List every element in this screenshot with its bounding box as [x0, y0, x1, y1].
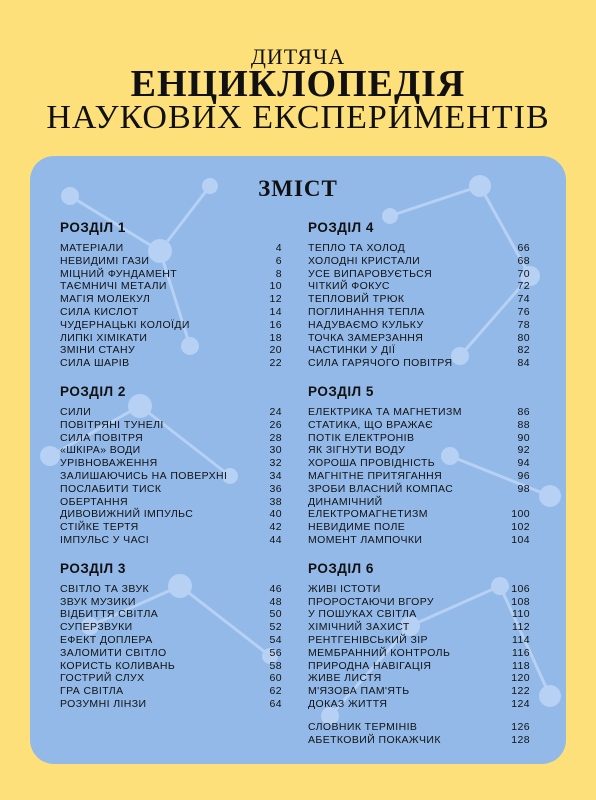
toc-entry — [60, 583, 282, 596]
toc-entry — [308, 444, 530, 457]
toc-entry-title: СИЛА ШАРІВ — [60, 357, 130, 370]
toc-entry-page: 124 — [511, 697, 530, 710]
toc-entry-title: ПРИРОДНА НАВІГАЦІЯ — [308, 659, 432, 672]
toc-entry-title: СИЛА КИСЛОТ — [60, 305, 139, 318]
toc-entry-title: ТЕПЛО ТА ХОЛОД — [308, 242, 406, 254]
toc-entry-title: ПОВІТРЯНІ ТУНЕЛІ — [60, 418, 164, 431]
toc-entry — [60, 698, 282, 711]
chapter-section — [60, 384, 282, 547]
toc-entry — [308, 483, 530, 496]
toc-entry-page: 118 — [512, 659, 530, 672]
toc-entry-page: 68 — [517, 254, 530, 267]
book-subtitle: НАУКОВИХ ЕКСПЕРИМЕНТІВ — [46, 99, 550, 136]
toc-entry-page: 58 — [269, 659, 282, 672]
toc-entry-title: СВІТЛО ТА ЗВУК — [60, 582, 150, 595]
toc-entry — [60, 608, 282, 621]
toc-entry-page: 88 — [517, 418, 530, 431]
toc-entry-title: АБЕТКОВИЙ ПОКАЖЧИК — [308, 733, 441, 746]
toc-entry-title: ГОСТРИЙ СЛУХ — [60, 672, 145, 685]
toc-entry — [60, 293, 282, 306]
toc-entry — [308, 457, 530, 470]
chapter-title: РОЗДІЛ 1 — [60, 220, 126, 235]
toc-entry — [60, 357, 282, 370]
toc-entry-page: 66 — [517, 242, 530, 254]
toc-entry — [308, 406, 530, 419]
toc-entry-page: 92 — [517, 444, 530, 457]
toc-entry-page: 122 — [511, 685, 530, 698]
toc-entry-page: 56 — [269, 646, 282, 659]
toc-entry — [308, 470, 530, 483]
toc-entry-title: СУПЕРЗВУКИ — [60, 621, 133, 634]
toc-entry-page: 24 — [269, 405, 282, 418]
toc-entry — [60, 496, 282, 509]
toc-entry-title: ГРА СВІТЛА — [60, 685, 124, 698]
toc-entry-page: 46 — [269, 582, 282, 595]
toc-entry — [308, 332, 530, 345]
toc-entry-page: 76 — [517, 305, 530, 318]
toc-entry-page: 4 — [275, 242, 282, 254]
toc-entry — [308, 280, 530, 293]
toc-entry — [308, 621, 530, 634]
toc-entry — [308, 293, 530, 306]
toc-entry-title: М'ЯЗОВА ПАМ'ЯТЬ — [308, 685, 410, 698]
toc-entry — [308, 534, 530, 547]
toc-entry-page: 32 — [269, 457, 282, 470]
toc-entry-title: ТОЧКА ЗАМЕРЗАННЯ — [308, 331, 424, 344]
chapter-title: РОЗДІЛ 6 — [308, 560, 374, 576]
chapter-title: РОЗДІЛ 5 — [308, 383, 374, 399]
toc-entry-title: КОРИСТЬ КОЛИВАНЬ — [60, 659, 176, 672]
toc-entry-title: МАТЕРІАЛИ — [60, 242, 124, 254]
toc-entry-page: 14 — [269, 305, 282, 318]
toc-entry-page: 36 — [269, 482, 282, 495]
toc-entry-page: 30 — [269, 444, 282, 457]
toc-entry-title: ХІМІЧНИЙ ЗАХИСТ — [308, 621, 410, 634]
toc-entry — [308, 242, 530, 255]
toc-entry — [60, 470, 282, 483]
toc-entry-title: ЖИВІ ІСТОТИ — [308, 582, 381, 595]
toc-entry — [308, 672, 530, 685]
toc-entry-title: НАДУВАЄМО КУЛЬКУ — [308, 318, 424, 331]
toc-entry-page: 128 — [511, 733, 530, 746]
toc-entry — [308, 357, 530, 370]
toc-entry-title: ІМПУЛЬС У ЧАСІ — [60, 533, 150, 546]
toc-entry-page: 26 — [269, 418, 282, 431]
toc-entry-title: ОБЕРТАННЯ — [60, 495, 129, 508]
toc-entry — [60, 685, 282, 698]
toc-entry-page: 22 — [269, 357, 282, 370]
appendix-list — [308, 721, 530, 747]
toc-entry — [308, 419, 530, 432]
toc-entry-page: 34 — [269, 469, 282, 482]
contents-title: ЗМІСТ — [258, 176, 338, 201]
toc-entry — [308, 660, 530, 673]
toc-entry-page: 98 — [517, 482, 530, 495]
toc-entry — [308, 496, 530, 509]
toc-entry — [308, 306, 530, 319]
toc-entry — [308, 698, 530, 711]
toc-entry — [60, 419, 282, 432]
toc-entry — [60, 332, 282, 345]
chapter-section — [308, 561, 530, 711]
toc-entry-page: 106 — [511, 582, 530, 595]
toc-entry-page: 16 — [269, 318, 282, 331]
toc-entry — [308, 432, 530, 445]
toc-entry-page: 72 — [517, 280, 530, 293]
toc-entry-title: ПОТІК ЕЛЕКТРОНІВ — [308, 431, 415, 444]
toc-entry — [308, 634, 530, 647]
toc-entry-title: ЕЛЕКТРОМАГНЕТИЗМ — [308, 508, 428, 521]
chapter-title: РОЗДІЛ 3 — [60, 560, 126, 576]
chapter-section — [60, 561, 282, 711]
toc-entry-title: ДИВОВИЖНИЙ ІМПУЛЬС — [60, 508, 194, 521]
toc-entry-page: 8 — [275, 267, 282, 280]
contents-column-left — [60, 220, 282, 719]
toc-entry-title: ПОСЛАБИТИ ТИСК — [60, 482, 162, 495]
toc-entry-page: 126 — [511, 720, 530, 733]
toc-entry — [308, 344, 530, 357]
toc-entry-title: МЕМБРАННИЙ КОНТРОЛЬ — [308, 646, 451, 659]
toc-entry-page: 84 — [517, 357, 530, 370]
toc-entry-title: ПОГЛИНАННЯ ТЕПЛА — [308, 305, 425, 318]
toc-entry-page: 116 — [512, 646, 530, 659]
toc-entry-page: 52 — [269, 621, 282, 634]
toc-entry — [60, 280, 282, 293]
toc-entry — [60, 319, 282, 332]
toc-entry — [308, 583, 530, 596]
toc-entry-page: 110 — [512, 608, 530, 621]
toc-entry — [60, 306, 282, 319]
toc-entry-title: ТАЄМНИЧІ МЕТАЛИ — [60, 280, 167, 293]
toc-entry — [308, 647, 530, 660]
toc-entry-page: 86 — [517, 405, 530, 418]
toc-entry-page: 18 — [269, 331, 282, 344]
toc-entry — [60, 647, 282, 660]
toc-entry — [60, 344, 282, 357]
toc-entry-page: 20 — [269, 344, 282, 357]
toc-entry-page: 120 — [511, 672, 530, 685]
chapter-section — [308, 220, 530, 370]
toc-entry-title: ЛИПКІ ХІМІКАТИ — [60, 331, 148, 344]
toc-entry-title: ПРОРОСТАЮЧИ ВГОРУ — [308, 595, 434, 608]
toc-entry-page: 60 — [269, 672, 282, 685]
toc-entry-page: 28 — [269, 431, 282, 444]
toc-entry-page: 6 — [275, 254, 282, 267]
toc-entry-title: ДИНАМІЧНИЙ — [308, 495, 383, 508]
toc-entry-title: СТІЙКЕ ТЕРТЯ — [60, 521, 139, 534]
toc-entry-page: 78 — [517, 318, 530, 331]
toc-entry-title: ДОКАЗ ЖИТТЯ — [308, 697, 388, 710]
toc-entry — [60, 242, 282, 255]
toc-entry-page: 102 — [511, 521, 530, 534]
toc-entry — [308, 721, 530, 734]
toc-entry-title: УСЕ ВИПАРОВУЄТЬСЯ — [308, 267, 433, 280]
toc-entry-title: ЗАЛИШАЮЧИСЬ НА ПОВЕРХНІ — [60, 469, 228, 482]
toc-entry-title: НЕВИДИМЕ ПОЛЕ — [308, 521, 406, 534]
toc-entry-page: 40 — [269, 508, 282, 521]
chapter-section — [308, 384, 530, 547]
toc-entry — [60, 432, 282, 445]
toc-entry-page: 114 — [512, 633, 530, 646]
toc-entry — [60, 634, 282, 647]
toc-entry-title: ЖИВЕ ЛИСТЯ — [308, 672, 382, 685]
toc-entry-title: СТАТИКА, ЩО ВРАЖАЄ — [308, 418, 434, 431]
toc-entry-page: 42 — [269, 521, 282, 534]
toc-entry-page: 70 — [517, 267, 530, 280]
toc-entry-title: ЧАСТИНКИ У ДІЇ — [308, 344, 396, 357]
toc-entry — [60, 483, 282, 496]
toc-entry-page: 64 — [269, 697, 282, 710]
toc-entry — [60, 444, 282, 457]
toc-entry — [60, 508, 282, 521]
toc-entry-title: ТЕПЛОВИЙ ТРЮК — [308, 293, 405, 306]
toc-entry-page: 104 — [511, 533, 530, 546]
book-title: ЕНЦИКЛОПЕДІЯ — [130, 63, 466, 105]
toc-entry-page: 48 — [269, 595, 282, 608]
toc-entry-title: МАГНІТНЕ ПРИТЯГАННЯ — [308, 469, 443, 482]
toc-entry-title: У ПОШУКАХ СВІТЛА — [308, 608, 417, 621]
toc-entry — [60, 672, 282, 685]
toc-entry-title: МОМЕНТ ЛАМПОЧКИ — [308, 533, 423, 546]
toc-entry — [60, 255, 282, 268]
chapter-title: РОЗДІЛ 2 — [60, 383, 126, 399]
chapter-section — [60, 220, 282, 370]
toc-entry-page: 74 — [517, 293, 530, 306]
toc-entry-title: СИЛА ГАРЯЧОГО ПОВІТРЯ — [308, 357, 453, 370]
toc-entry-page: 10 — [269, 280, 282, 293]
toc-entry-title: РЕНТГЕНІВСЬКИЙ ЗІР — [308, 633, 428, 646]
toc-entry-page: 94 — [517, 457, 530, 470]
toc-entry-page: 112 — [512, 621, 530, 634]
toc-entry — [60, 268, 282, 281]
toc-entry-title: НЕВИДИМІ ГАЗИ — [60, 254, 150, 267]
toc-entry-title: ЗАЛОМИТИ СВІТЛО — [60, 646, 167, 659]
toc-entry-page: 50 — [269, 608, 282, 621]
toc-entry — [60, 660, 282, 673]
toc-entry-title: УРІВНОВАЖЕННЯ — [60, 457, 158, 470]
toc-entry-page: 80 — [517, 331, 530, 344]
toc-entry-title: ЕЛЕКТРИКА ТА МАГНЕТИЗМ — [308, 405, 462, 418]
toc-entry — [308, 596, 530, 609]
toc-entry-title: СЛОВНИК ТЕРМІНІВ — [308, 720, 418, 733]
toc-entry-title: ХОЛОДНІ КРИСТАЛИ — [308, 254, 421, 267]
toc-entry-title: ВІДБИТТЯ СВІТЛА — [60, 608, 159, 621]
contents-panel — [30, 156, 566, 764]
toc-entry — [308, 268, 530, 281]
toc-entry-title: МАГІЯ МОЛЕКУЛ — [60, 293, 151, 306]
toc-entry-title: ЗРОБИ ВЛАСНИЙ КОМПАС — [308, 482, 454, 495]
toc-entry-title: ЧІТКИЙ ФОКУС — [308, 280, 390, 293]
toc-entry-title: ЯК ЗІГНУТИ ВОДУ — [308, 444, 406, 457]
toc-entry-page: 62 — [269, 685, 282, 698]
toc-entry — [308, 319, 530, 332]
toc-entry-title: СИЛА ПОВІТРЯ — [60, 431, 144, 444]
toc-entry-title: ЗВУК МУЗИКИ — [60, 595, 136, 608]
toc-entry-page: 12 — [269, 293, 282, 306]
toc-entry — [308, 685, 530, 698]
toc-entry-page: 44 — [269, 533, 282, 546]
toc-entry-page: 90 — [517, 431, 530, 444]
toc-entry-title: РОЗУМНІ ЛІНЗИ — [60, 697, 147, 710]
chapter-title: РОЗДІЛ 4 — [308, 220, 374, 235]
toc-entry — [60, 621, 282, 634]
toc-entry-title: «ШКІРА» ВОДИ — [60, 444, 141, 457]
toc-entry — [308, 608, 530, 621]
toc-entry-page: 96 — [517, 469, 530, 482]
toc-entry — [308, 521, 530, 534]
toc-entry — [60, 596, 282, 609]
toc-entry — [308, 255, 530, 268]
toc-entry — [60, 521, 282, 534]
toc-entry — [308, 734, 530, 747]
toc-entry-page: 108 — [511, 595, 530, 608]
toc-entry-title: ЕФЕКТ ДОПЛЕРА — [60, 633, 153, 646]
toc-entry-title: ЗМІНИ СТАНУ — [60, 344, 136, 357]
toc-entry-page: 54 — [269, 633, 282, 646]
toc-entry-page: 82 — [517, 344, 530, 357]
toc-entry — [60, 406, 282, 419]
toc-entry — [60, 534, 282, 547]
toc-entry-title: ЧУДЕРНАЦЬКІ КОЛОЇДИ — [60, 318, 190, 331]
toc-entry-page: 38 — [269, 495, 282, 508]
contents-column-right — [308, 220, 530, 746]
title-kicker: ДИТЯЧА — [250, 44, 346, 69]
toc-entry — [308, 508, 530, 521]
toc-entry-title: СИЛИ — [60, 405, 92, 418]
toc-entry-title: ХОРОША ПРОВІДНІСТЬ — [308, 457, 436, 470]
toc-entry-page: 100 — [511, 508, 530, 521]
toc-entry-title: МІЦНИЙ ФУНДАМЕНТ — [60, 267, 178, 280]
toc-entry — [60, 457, 282, 470]
